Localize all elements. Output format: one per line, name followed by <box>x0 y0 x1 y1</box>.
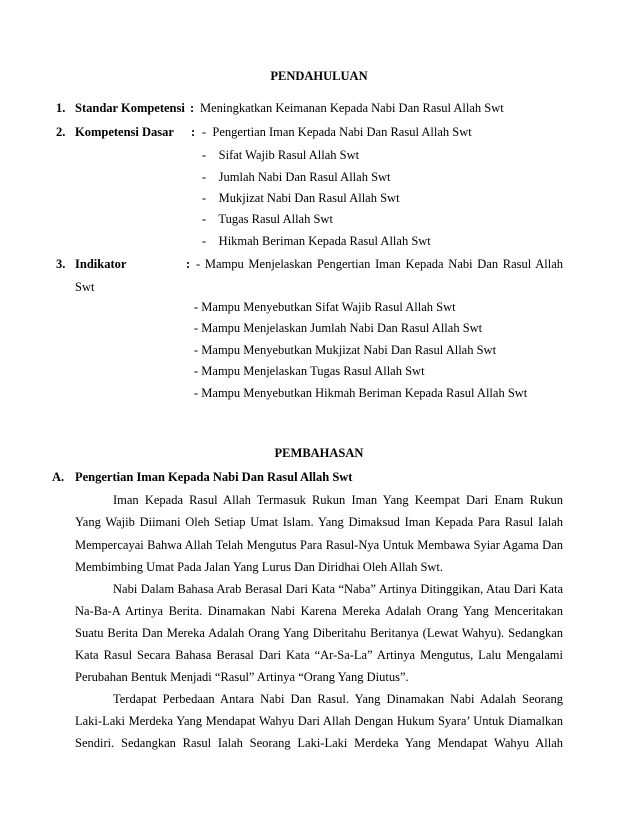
kompetensi-label: Kompetensi Dasar <box>75 125 174 139</box>
standar-number: 1. <box>56 101 66 115</box>
kompetensi-item: - Pengertian Iman Kepada Nabi Dan Rasul Allah Swt <box>202 125 472 139</box>
kompetensi-item: - Sifat Wajib Rasul Allah Swt <box>202 148 360 162</box>
indikator-first-line: - Mampu Menjelaskan Pengertian Iman Kepada Nabi Dan Rasul Allah <box>196 257 563 271</box>
body-line: Iman Kepada Rasul Allah Termasuk Rukun Iman Yang Keempat Dari Enam Rukun <box>113 493 563 507</box>
section-a-heading: Pengertian Iman Kepada Nabi Dan Rasul Allah Swt <box>75 470 353 484</box>
body-line: Nabi Dalam Bahasa Arab Berasal Dari Kata “Naba” Artinya Ditinggikan, Atau Dari Kata <box>113 582 563 596</box>
body-line: Perubahan Bentuk Menjadi “Rasul” Artinya “Orang Yang Diutus”. <box>75 670 409 684</box>
kompetensi-colon: : <box>191 125 196 139</box>
indikator-label: Indikator <box>75 257 127 271</box>
body-line: Sendiri. Sedangkan Rasul Ialah Seorang Laki-Laki Merdeka Yang Mendapat Wahyu Allah <box>75 736 563 750</box>
indikator-number: 3. <box>56 257 66 271</box>
indikator-item: - Mampu Menyebutkan Mukjizat Nabi Dan Rasul Allah Swt <box>194 343 497 357</box>
body-line: Laki-Laki Merdeka Yang Mendapat Wahyu Dari Allah Dengan Hukum Syara’ Untuk Diamalkan <box>75 714 563 728</box>
standar-colon: : <box>190 101 195 115</box>
pembahasan-title: PEMBAHASAN <box>274 446 364 460</box>
kompetensi-item: - Hikmah Beriman Kepada Rasul Allah Swt <box>202 234 431 248</box>
body-line: Yang Wajib Diimani Oleh Setiap Umat Islam. Yang Dimaksud Iman Kepada Para Rasul Ialah <box>75 515 563 529</box>
indikator-item: - Mampu Menyebutkan Sifat Wajib Rasul Allah Swt <box>194 300 456 314</box>
standar-text: Meningkatkan Keimanan Kepada Nabi Dan Rasul Allah Swt <box>200 101 504 115</box>
body-line: Mempercayai Bahwa Allah Telah Mengutus Para Rasul-Nya Untuk Membawa Syiar Agama Dan <box>75 538 563 552</box>
indikator-item: - Mampu Menyebutkan Hikmah Beriman Kepada Rasul Allah Swt <box>194 386 528 400</box>
indikator-first-continuation: Swt <box>75 280 95 294</box>
body-line: Suatu Berita Dan Mereka Adalah Orang Yang Diberitahu Beritanya (Lewat Wahyu). Sedangkan <box>75 626 563 640</box>
indikator-item: - Mampu Menjelaskan Tugas Rasul Allah Swt <box>194 364 425 378</box>
indikator-colon: : <box>186 257 191 271</box>
standar-label: Standar Kompetensi <box>75 101 185 115</box>
kompetensi-item: - Tugas Rasul Allah Swt <box>202 212 333 226</box>
kompetensi-item: - Mukjizat Nabi Dan Rasul Allah Swt <box>202 191 400 205</box>
section-a-letter: A. <box>52 470 65 484</box>
indikator-item: - Mampu Menjelaskan Jumlah Nabi Dan Rasul Allah Swt <box>194 321 483 335</box>
pendahuluan-title: PENDAHULUAN <box>270 69 368 83</box>
body-line: Terdapat Perbedaan Antara Nabi Dan Rasul. Yang Dinamakan Nabi Adalah Seorang <box>113 692 563 706</box>
kompetensi-number: 2. <box>56 125 66 139</box>
body-line: Membimbing Umat Pada Jalan Yang Lurus Dan Diridhai Oleh Allah Swt. <box>75 560 444 574</box>
body-line: Na-Ba-A Artinya Berita. Dinamakan Nabi Karena Mereka Adalah Orang Yang Menceritakan <box>75 604 563 618</box>
body-line: Kata Rasul Secara Bahasa Berasal Dari Kata “Ar-Sa-La” Artinya Mengutus, Lalu Mengalami <box>75 648 563 662</box>
kompetensi-item: - Jumlah Nabi Dan Rasul Allah Swt <box>202 170 391 184</box>
